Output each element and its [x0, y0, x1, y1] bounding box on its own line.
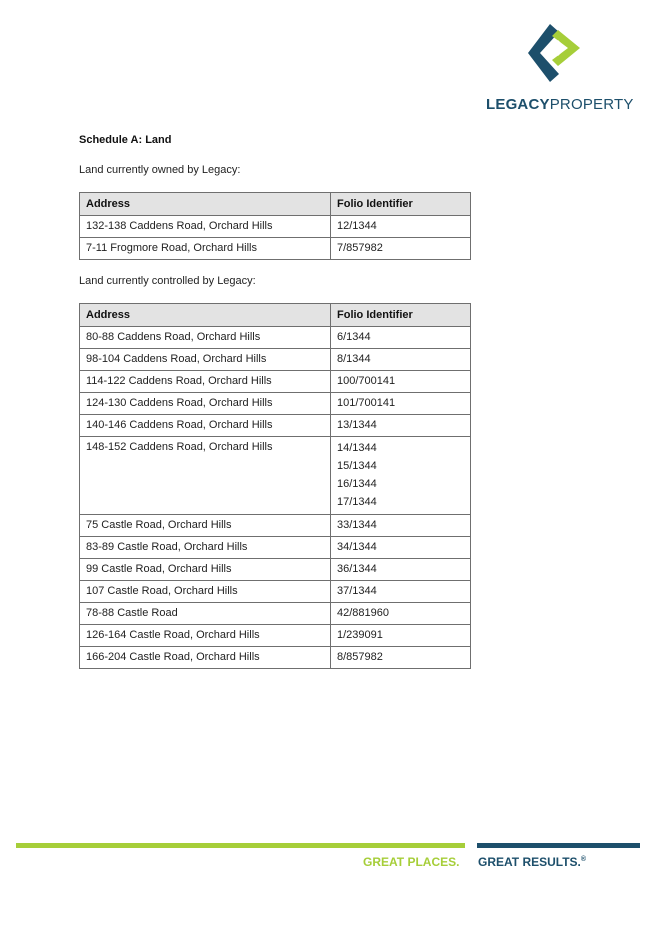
folio-cell: 36/1344	[331, 559, 471, 581]
table-header-row	[80, 193, 471, 216]
folio-cell	[331, 437, 471, 515]
registered-mark: ®	[580, 856, 587, 863]
table-row	[80, 415, 471, 437]
folio-line: 17/1344	[337, 496, 377, 508]
folio-cell: 34/1344	[331, 537, 471, 559]
address-header: Address	[80, 304, 331, 327]
table-row	[80, 559, 471, 581]
address-cell: 126-164 Castle Road, Orchard Hills	[80, 625, 331, 647]
address-cell: 7-11 Frogmore Road, Orchard Hills	[80, 238, 331, 260]
table-row	[80, 216, 471, 238]
table-row	[80, 238, 471, 260]
table-row	[80, 393, 471, 415]
owned-intro: Land currently owned by Legacy:	[79, 164, 241, 176]
address-cell: 148-152 Caddens Road, Orchard Hills	[80, 437, 331, 515]
folio-cell: 33/1344	[331, 515, 471, 537]
folio-line: 16/1344	[337, 478, 377, 490]
address-cell: 124-130 Caddens Road, Orchard Hills	[80, 393, 331, 415]
table-row	[80, 515, 471, 537]
folio-cell: 101/700141	[331, 393, 471, 415]
address-cell: 114-122 Caddens Road, Orchard Hills	[80, 371, 331, 393]
address-cell: 166-204 Castle Road, Orchard Hills	[80, 647, 331, 669]
folio-cell: 12/1344	[331, 216, 471, 238]
table-header-row	[80, 304, 471, 327]
controlled-intro: Land currently controlled by Legacy:	[79, 275, 256, 287]
legacy-logo-mark	[528, 24, 580, 86]
folio-cell: 1/239091	[331, 625, 471, 647]
tagline-great-results: GREAT RESULTS.®	[478, 855, 587, 869]
folio-cell: 37/1344	[331, 581, 471, 603]
folio-cell: 7/857982	[331, 238, 471, 260]
folio-header: Folio Identifier	[331, 193, 471, 216]
address-header: Address	[80, 193, 331, 216]
folio-cell: 8/857982	[331, 647, 471, 669]
footer-blue-rule	[477, 843, 640, 848]
folio-cell: 100/700141	[331, 371, 471, 393]
address-cell: 98-104 Caddens Road, Orchard Hills	[80, 349, 331, 371]
controlled-land-table	[79, 303, 471, 669]
address-cell: 83-89 Castle Road, Orchard Hills	[80, 537, 331, 559]
owned-land-table	[79, 192, 471, 260]
table-row	[80, 327, 471, 349]
folio-line: 14/1344	[337, 442, 377, 454]
table-row	[80, 647, 471, 669]
table-row	[80, 349, 471, 371]
table-row	[80, 625, 471, 647]
folio-cell: 13/1344	[331, 415, 471, 437]
folio-cell: 42/881960	[331, 603, 471, 625]
folio-header: Folio Identifier	[331, 304, 471, 327]
address-cell: 78-88 Castle Road	[80, 603, 331, 625]
table-row	[80, 437, 471, 515]
address-cell: 140-146 Caddens Road, Orchard Hills	[80, 415, 331, 437]
table-row	[80, 371, 471, 393]
table-row	[80, 537, 471, 559]
folio-line: 15/1344	[337, 460, 377, 472]
table-row	[80, 603, 471, 625]
folio-cell: 6/1344	[331, 327, 471, 349]
legacy-logo-text: LEGACYPROPERTY	[486, 96, 634, 113]
address-cell: 80-88 Caddens Road, Orchard Hills	[80, 327, 331, 349]
folio-cell: 8/1344	[331, 349, 471, 371]
table-row	[80, 581, 471, 603]
address-cell: 132-138 Caddens Road, Orchard Hills	[80, 216, 331, 238]
schedule-heading: Schedule A: Land	[79, 134, 172, 146]
footer-green-rule	[16, 843, 465, 848]
address-cell: 99 Castle Road, Orchard Hills	[80, 559, 331, 581]
address-cell: 75 Castle Road, Orchard Hills	[80, 515, 331, 537]
address-cell: 107 Castle Road, Orchard Hills	[80, 581, 331, 603]
tagline-great-places: GREAT PLACES.	[363, 855, 460, 869]
